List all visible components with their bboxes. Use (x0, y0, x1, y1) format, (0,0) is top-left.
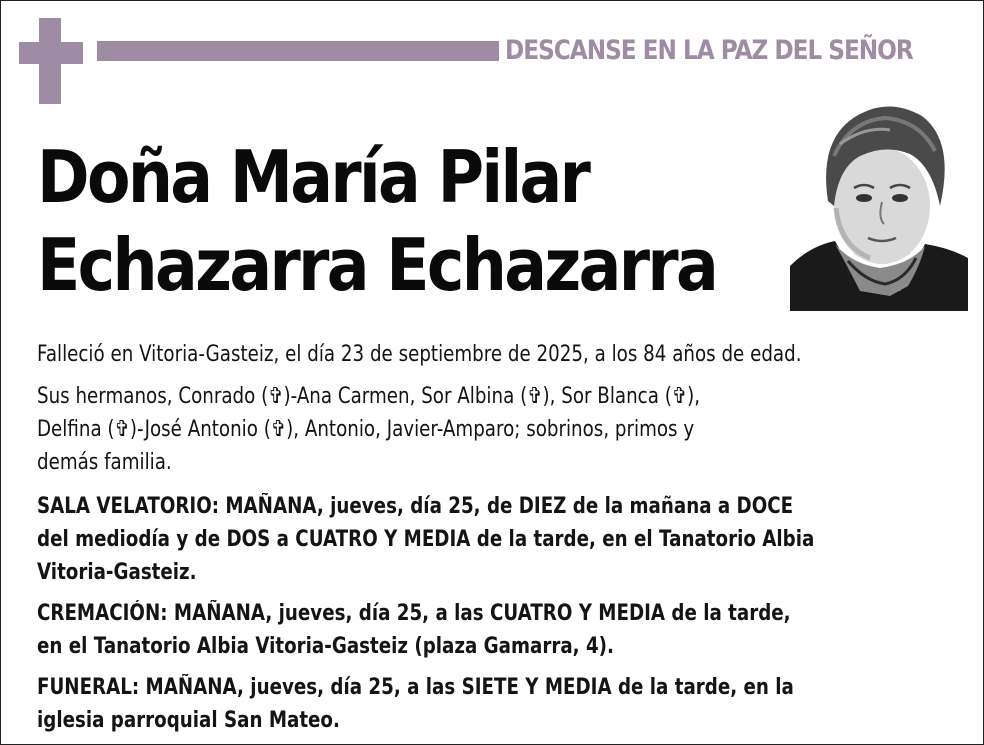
family-line-2: Delfina (✞)-José Antonio (✞), Antonio, Javier-Amparo; sobrinos, primos y (37, 417, 695, 442)
family-line-3: demás familia. (37, 450, 172, 475)
wake-line-1: SALA VELATORIO: MAÑANA, jueves, día 25, de DIEZ de la mañana a DOCE (37, 494, 794, 519)
portrait-photo (790, 96, 968, 311)
wake-line-3: Vitoria-Gasteiz. (37, 560, 197, 585)
funeral-line-1: FUNERAL: MAÑANA, jueves, día 25, a las SIETE Y MEDIA de la tarde, en la (37, 675, 794, 700)
cross-icon (19, 18, 83, 104)
deceased-name-line-1: Doña María Pilar (37, 135, 589, 219)
family-line-1: Sus hermanos, Conrado (✞)-Ana Carmen, Sor Albina (✞), Sor Blanca (✞), (37, 384, 701, 409)
wake-line-2: del mediodía y de DOS a CUATRO Y MEDIA de la tarde, en el Tanatorio Albia (37, 527, 815, 552)
cremation-line-2: en el Tanatorio Albia Vitoria-Gasteiz (plaza Gamarra, 4). (37, 634, 614, 659)
deceased-name (37, 133, 717, 309)
wake-section (37, 490, 958, 589)
cremation-line-1: CREMACIÓN: MAÑANA, jueves, día 25, a las CUATRO Y MEDIA de la tarde, (37, 601, 791, 626)
header-title: DESCANSE EN LA PAZ DEL SEÑOR (505, 35, 913, 66)
funeral-section (37, 671, 958, 737)
cremation-section (37, 597, 958, 663)
family-section (37, 380, 958, 479)
death-notice: Falleció en Vitoria-Gasteiz, el día 23 de septiembre de 2025, a los 84 años de edad. (37, 342, 802, 367)
deceased-name-line-2: Echazarra Echazarra (37, 223, 717, 307)
funeral-line-2: iglesia parroquial San Mateo. (37, 708, 340, 733)
header-rule (97, 41, 499, 61)
